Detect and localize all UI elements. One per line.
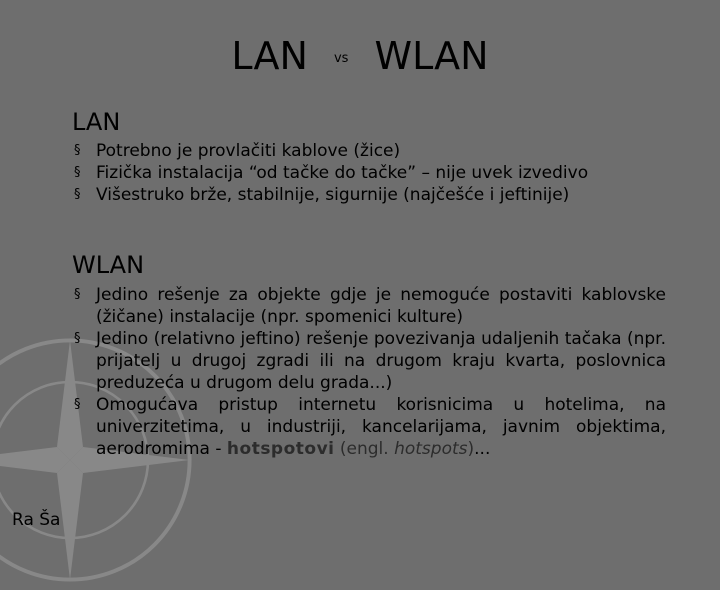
wlan-heading: WLAN (72, 251, 145, 279)
hotspot-term: hotspotovi (226, 439, 335, 459)
list-item-text: Višestruko brže, stabilnije, sigurnije (najčešće i jeftinije) (96, 185, 570, 205)
lan-heading: LAN (72, 108, 121, 136)
list-item (74, 284, 666, 328)
lan-bullet-list (74, 140, 666, 206)
footer-author: Ra Ša (12, 510, 61, 530)
list-item-text: Fizička instalacija “od tačke do tačke” – nije uvek izvedivo (96, 163, 589, 183)
bullet-marker-icon: § (74, 287, 81, 302)
wlan-bullet-list (74, 284, 666, 460)
bullet-marker-icon: § (74, 165, 81, 180)
list-item-text: Jedino (relativno jeftino) rešenje povezivanja udaljenih tačaka (npr. prijatelj u drugoj zgradi ili na drugom kraju kvarta, poslovnica preduzeća u drugom delu grada...) (96, 329, 666, 393)
english-note-close: ) (467, 439, 475, 459)
list-item-text: Potrebno je provlačiti kablove (žice) (96, 141, 401, 161)
title-wlan: WLAN (374, 34, 489, 78)
list-item-text: Omogućava pristup internetu korisnicima u hotelima, na univerzitetima, u industriji, kancelarijama, javnim objektima, aerodromima - (96, 395, 666, 459)
list-item (74, 140, 666, 162)
list-item-tail: ... (474, 439, 491, 459)
title-lan: LAN (231, 34, 308, 78)
english-note-open: (engl. (334, 439, 395, 459)
list-item (74, 394, 666, 460)
list-item (74, 184, 666, 206)
title-vs: vs (333, 50, 349, 66)
slide-title (0, 34, 720, 81)
bullet-marker-icon: § (74, 397, 81, 412)
list-item (74, 328, 666, 394)
bullet-marker-icon: § (74, 331, 81, 346)
bullet-marker-icon: § (74, 187, 81, 202)
english-term: hotspots (394, 439, 468, 459)
list-item (74, 162, 666, 184)
list-item-text: Jedino rešenje za objekte gdje je nemoguće postaviti kablovske (žičane) instalacije (npr. spomenici kulture) (96, 285, 666, 327)
bullet-marker-icon: § (74, 143, 81, 158)
